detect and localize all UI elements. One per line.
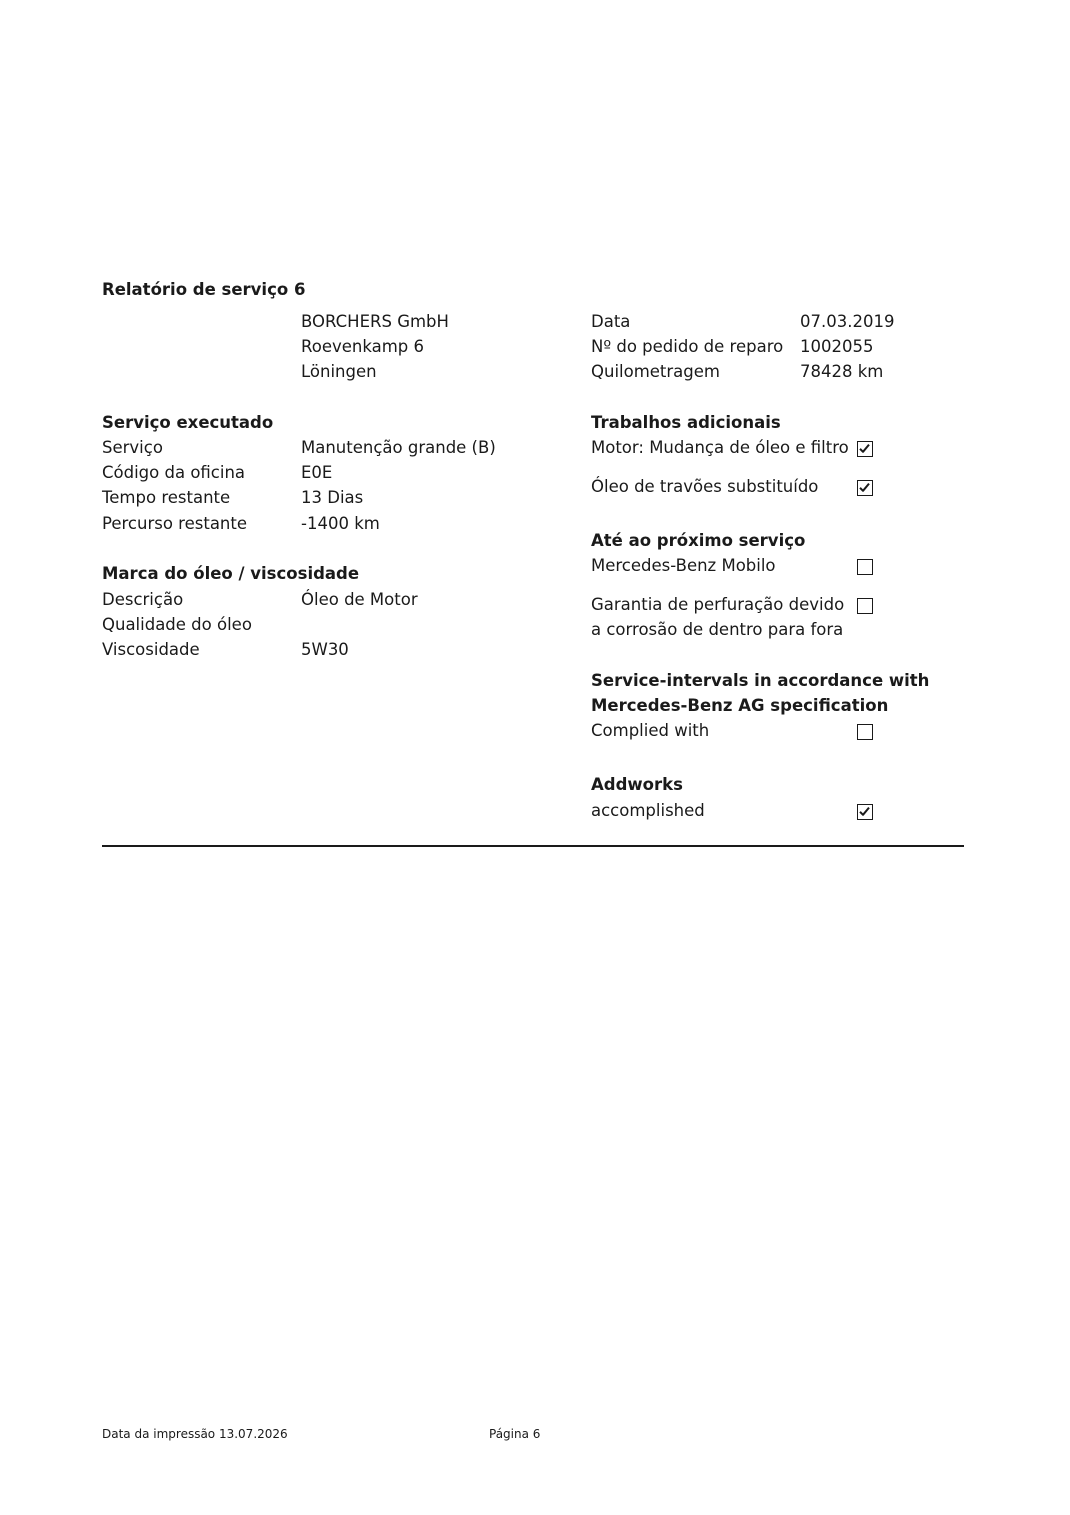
additional-brake-oil-checkbox[interactable]: [857, 480, 873, 496]
mileage-label: Quilometragem: [591, 362, 720, 381]
service-row-value: E0E: [301, 463, 333, 482]
workshop-name: BORCHERS GmbH: [301, 312, 449, 331]
repair-order-label: Nº do pedido de reparo: [591, 337, 784, 356]
service-row-label: Percurso restante: [102, 514, 248, 533]
print-date: Data da impressão 13.07.2026: [102, 1427, 288, 1441]
service-heading: Serviço executado: [102, 413, 274, 432]
check-icon: [858, 442, 871, 455]
additional-item-label: Motor: Mudança de óleo e filtro: [591, 438, 849, 457]
workshop-city: Löningen: [301, 362, 377, 381]
additional-oil-filter-checkbox[interactable]: [857, 441, 873, 457]
repair-order-value: 1002055: [800, 337, 874, 356]
oil-row-label: Qualidade do óleo: [102, 615, 252, 634]
oil-row-value: 5W30: [301, 640, 349, 659]
next-service-heading: Até ao próximo serviço: [591, 531, 806, 550]
intervals-item-label: Complied with: [591, 721, 710, 740]
check-icon: [858, 805, 871, 818]
intervals-heading-cont: Mercedes-Benz AG specification: [591, 696, 889, 715]
date-label: Data: [591, 312, 631, 331]
check-icon: [858, 481, 871, 494]
oil-row-label: Viscosidade: [102, 640, 200, 659]
next-service-item-label-cont: a corrosão de dentro para fora: [591, 620, 844, 639]
accomplished-checkbox[interactable]: [857, 804, 873, 820]
complied-with-checkbox[interactable]: [857, 724, 873, 740]
page-number: Página 6: [489, 1427, 541, 1441]
corrosion-warranty-checkbox[interactable]: [857, 598, 873, 614]
additional-item-label: Óleo de travões substituído: [591, 477, 819, 496]
service-row-value: -1400 km: [301, 514, 380, 533]
mobilo-checkbox[interactable]: [857, 559, 873, 575]
service-row-label: Serviço: [102, 438, 163, 457]
mileage-value: 78428 km: [800, 362, 884, 381]
service-row-label: Tempo restante: [102, 488, 231, 507]
oil-row-label: Descrição: [102, 590, 184, 609]
addworks-heading: Addworks: [591, 775, 683, 794]
report-title: Relatório de serviço 6: [102, 280, 306, 299]
service-row-value: 13 Dias: [301, 488, 364, 507]
next-service-item-label: Mercedes-Benz Mobilo: [591, 556, 776, 575]
date-value: 07.03.2019: [800, 312, 895, 331]
next-service-item-label: Garantia de perfuração devido: [591, 595, 845, 614]
service-row-label: Código da oficina: [102, 463, 246, 482]
intervals-heading: Service-intervals in accordance with: [591, 671, 930, 690]
oil-heading: Marca do óleo / viscosidade: [102, 564, 360, 583]
workshop-street: Roevenkamp 6: [301, 337, 425, 356]
oil-row-value: Óleo de Motor: [301, 590, 418, 609]
service-row-value: Manutenção grande (B): [301, 438, 496, 457]
additional-heading: Trabalhos adicionais: [591, 413, 781, 432]
addworks-item-label: accomplished: [591, 801, 705, 820]
section-divider: [102, 845, 964, 847]
